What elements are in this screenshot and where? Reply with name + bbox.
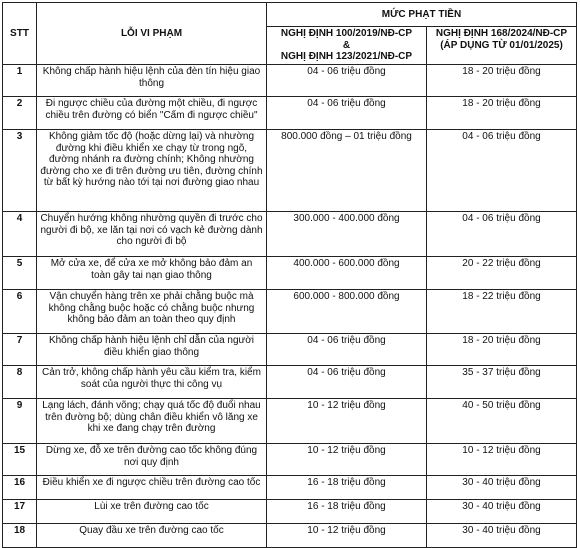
row-old-penalty: 800.000 đồng – 01 triệu đồng — [267, 130, 427, 212]
row-violation: Chuyển hướng không nhường quyền đi trước cho người đi bộ, xe lăn tại nơi có vạch kẻ đường dành cho người đi bộ — [37, 212, 267, 257]
row-new-penalty: 18 - 20 triệu đồng — [427, 65, 577, 97]
old-decree-line3: NGHỊ ĐỊNH 123/2021/NĐ-CP — [280, 51, 413, 63]
table-row — [3, 212, 577, 257]
row-new-penalty: 20 - 22 triệu đồng — [427, 257, 577, 290]
row-old-penalty: 10 - 12 triệu đồng — [267, 524, 427, 548]
row-old-penalty: 600.000 - 800.000 đồng — [267, 290, 427, 334]
row-old-penalty: 04 - 06 triệu đồng — [267, 65, 427, 97]
penalty-table — [2, 2, 577, 548]
header-old-decree — [267, 27, 427, 65]
row-stt: 9 — [3, 399, 37, 444]
row-old-penalty: 04 - 06 triệu đồng — [267, 97, 427, 130]
row-old-penalty: 16 - 18 triệu đồng — [267, 476, 427, 500]
row-stt: 16 — [3, 476, 37, 500]
table-row — [3, 257, 577, 290]
row-new-penalty: 35 - 37 triệu đồng — [427, 366, 577, 399]
row-old-penalty: 04 - 06 triệu đồng — [267, 334, 427, 366]
row-stt: 4 — [3, 212, 37, 257]
row-new-penalty: 30 - 40 triệu đồng — [427, 500, 577, 524]
table-row — [3, 334, 577, 366]
row-stt: 3 — [3, 130, 37, 212]
table-row — [3, 130, 577, 212]
new-decree-line2: (ÁP DỤNG TỪ 01/01/2025) — [440, 39, 563, 51]
row-old-penalty: 16 - 18 triệu đồng — [267, 500, 427, 524]
row-violation: Mở cửa xe, để cửa xe mở không bảo đảm an toàn gây tai nạn giao thông — [37, 257, 267, 290]
row-violation: Không chấp hành hiệu lệnh chỉ dẫn của người điều khiển giao thông — [37, 334, 267, 366]
row-stt: 15 — [3, 444, 37, 476]
row-violation: Lùi xe trên đường cao tốc — [37, 500, 267, 524]
new-decree-line1: NGHỊ ĐỊNH 168/2024/NĐ-CP — [435, 28, 568, 39]
table-row — [3, 500, 577, 524]
row-stt: 7 — [3, 334, 37, 366]
row-old-penalty: 10 - 12 triệu đồng — [267, 399, 427, 444]
row-new-penalty: 30 - 40 triệu đồng — [427, 476, 577, 500]
table-row — [3, 65, 577, 97]
row-old-penalty: 400.000 - 600.000 đồng — [267, 257, 427, 290]
row-new-penalty: 04 - 06 triệu đồng — [427, 212, 577, 257]
row-new-penalty: 40 - 50 triệu đồng — [427, 399, 577, 444]
row-stt: 18 — [3, 524, 37, 548]
table-row — [3, 97, 577, 130]
old-decree-line2: & — [342, 39, 351, 51]
row-violation: Cản trở, không chấp hành yêu cầu kiểm tra, kiểm soát của người thực thi công vụ — [37, 366, 267, 399]
row-stt: 6 — [3, 290, 37, 334]
header-violation: LỖI VI PHẠM — [37, 3, 267, 65]
header-new-decree — [427, 27, 577, 65]
row-violation: Vận chuyển hàng trên xe phải chằng buộc mà không chằng buộc hoặc có chằng buộc nhưng không bảo đảm an toàn theo quy định — [37, 290, 267, 334]
row-violation: Lạng lách, đánh võng; chạy quá tốc độ đuổi nhau trên đường bộ; dùng chân điều khiển vô lăng xe khi xe đang chạy trên đường — [37, 399, 267, 444]
row-violation: Đi ngược chiều của đường một chiều, đi ngược chiều trên đường có biển "Cấm đi ngược chiều" — [37, 97, 267, 130]
row-stt: 2 — [3, 97, 37, 130]
row-new-penalty: 18 - 20 triệu đồng — [427, 334, 577, 366]
row-violation: Quay đầu xe trên đường cao tốc — [37, 524, 267, 548]
row-stt: 5 — [3, 257, 37, 290]
table-row — [3, 290, 577, 334]
row-new-penalty: 10 - 12 triệu đồng — [427, 444, 577, 476]
row-new-penalty: 18 - 20 triệu đồng — [427, 97, 577, 130]
table-body — [3, 65, 577, 548]
table-row — [3, 444, 577, 476]
header-stt: STT — [3, 3, 37, 65]
table-row — [3, 476, 577, 500]
row-new-penalty: 04 - 06 triệu đồng — [427, 130, 577, 212]
row-violation: Không chấp hành hiệu lệnh của đèn tín hiệu giao thông — [37, 65, 267, 97]
row-old-penalty: 10 - 12 triệu đồng — [267, 444, 427, 476]
row-violation: Điều khiển xe đi ngược chiều trên đường cao tốc — [37, 476, 267, 500]
old-decree-line1: NGHỊ ĐỊNH 100/2019/NĐ-CP — [280, 28, 413, 40]
row-stt: 17 — [3, 500, 37, 524]
row-old-penalty: 04 - 06 triệu đồng — [267, 366, 427, 399]
row-new-penalty: 30 - 40 triệu đồng — [427, 524, 577, 548]
header-penalty: MỨC PHẠT TIỀN — [267, 3, 577, 27]
row-new-penalty: 18 - 22 triệu đồng — [427, 290, 577, 334]
row-stt: 1 — [3, 65, 37, 97]
table-row — [3, 366, 577, 399]
row-old-penalty: 300.000 - 400.000 đồng — [267, 212, 427, 257]
row-violation: Không giảm tốc độ (hoặc dừng lại) và nhường đường khi điều khiển xe chạy từ trong ngõ, đường nhánh ra đường chính; Không nhường đường cho xe đi trên đường ưu tiên, đường chính từ bất kỳ hướng nào tới tại nơi đường giao nhau — [37, 130, 267, 212]
table-row — [3, 399, 577, 444]
table-row — [3, 524, 577, 548]
penalty-table-container — [2, 2, 576, 548]
row-stt: 8 — [3, 366, 37, 399]
row-violation: Dừng xe, đỗ xe trên đường cao tốc không đúng nơi quy định — [37, 444, 267, 476]
